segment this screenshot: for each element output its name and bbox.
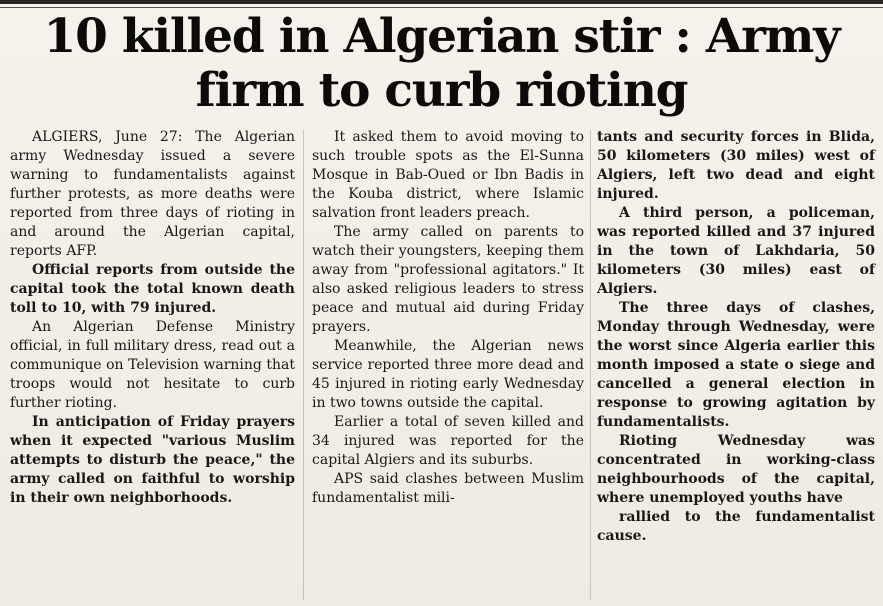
headline-line-1: 10 killed in Algerian stir : Army — [43, 9, 840, 64]
article-paragraph: Meanwhile, the Algerian news service reported three more dead and 45 injured in rioting early Wednesday in two towns outside the capital. — [312, 338, 584, 411]
article-paragraph: It asked them to avoid moving to such trouble spots as the El-Sunna Mosque in Bab-Oued or Ibn Badis in the Kouba district, where Islamic salvation front leaders preach. — [312, 129, 584, 221]
top-rule-thin — [0, 7, 883, 8]
article-paragraph: Rioting Wednesday was concentrated in working-class neighbourhoods of the capital, where unemployed youths have — [597, 433, 875, 506]
article-paragraph: rallied to the fundamentalist cause. — [597, 509, 875, 544]
article-column-3 — [597, 128, 875, 546]
article-paragraph: Official reports from outside the capital took the total known death toll to 10, with 79 injured. — [10, 262, 295, 316]
top-rule — [0, 0, 883, 4]
column-divider — [590, 130, 591, 600]
article-paragraph: tants and security forces in Blida, 50 kilometers (30 miles) west of Algiers, left two dead and eight injured. — [597, 129, 875, 202]
article-paragraph: The army called on parents to watch their youngsters, keeping them away from "professional agitators." It also asked religious leaders to stress peace and mutual aid during Friday prayers. — [312, 224, 584, 335]
headline — [0, 10, 883, 118]
article-paragraph: A third person, a policeman, was reported killed and 37 injured in the town of Lakhdaria, 50 kilometers (30 miles) east of Algiers. — [597, 205, 875, 297]
article-paragraph: APS said clashes between Muslim fundamentalist mili- — [312, 471, 584, 506]
headline-line-2: firm to curb rioting — [195, 63, 688, 118]
article-column-2 — [312, 128, 584, 508]
column-divider — [303, 130, 304, 600]
article-paragraph: Earlier a total of seven killed and 34 injured was reported for the capital Algiers and its suburbs. — [312, 414, 584, 468]
article-paragraph: In anticipation of Friday prayers when it expected "various Muslim attempts to disturb the peace," the army called on faithful to worship in their own neighborhoods. — [10, 414, 295, 506]
article-column-1 — [10, 128, 295, 508]
article-paragraph: ALGIERS, June 27: The Algerian army Wednesday issued a severe warning to fundamentalists against further protests, as more deaths were reported from three days of rioting in and around the Algerian capital, reports AFP. — [10, 129, 295, 259]
article-paragraph: The three days of clashes, Monday through Wednesday, were the worst since Algeria earlier this month imposed a state o siege and cancelled a general election in response to growing agitation by fundamentalists. — [597, 300, 875, 430]
article-paragraph: An Algerian Defense Ministry official, in full military dress, read out a communique on Television warning that troops would not hesitate to curb further rioting. — [10, 319, 295, 411]
